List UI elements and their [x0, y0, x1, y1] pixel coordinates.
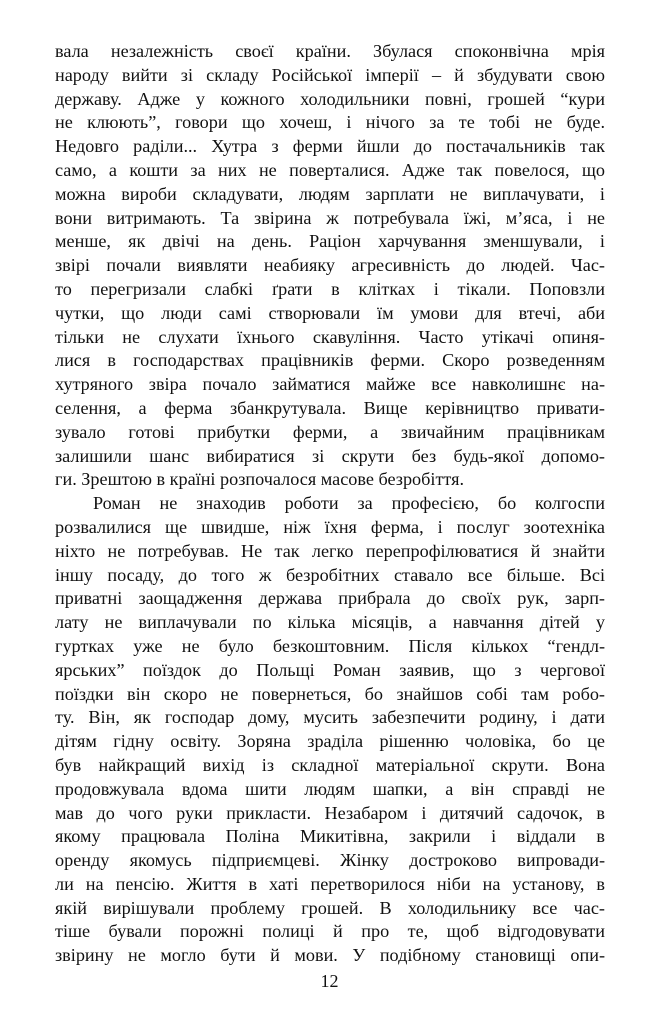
- text-line: звірі почали виявляти неабияку агресивність до людей. Час-: [55, 255, 605, 276]
- page-body: [55, 40, 605, 968]
- text-line: звірину не могло бути й мови. У подібному становищі опи-: [55, 945, 605, 966]
- text-line: не клюють”, говори що хочеш, і нічого за те тобі не буде.: [55, 112, 605, 133]
- text-line: менше, як двічі на день. Раціон харчування зменшували, і: [55, 231, 605, 252]
- text-line: державу. Адже у кожного холодильники повні, грошей “кури: [55, 88, 605, 109]
- text-line: чутки, що люди самі створювали їм умови для втечі, аби: [55, 302, 605, 323]
- text-line: продовжувала вдома шити людям шапки, а він справді не: [55, 778, 605, 799]
- text-line: лату не виплачували по кілька місяців, а навчання дітей у: [55, 612, 605, 633]
- text-line: можна вироби складувати, людям зарплати не виплачувати, і: [55, 183, 605, 204]
- text-line: гуртках уже не було безкоштовним. Після кількох “гендл-: [55, 635, 605, 656]
- text-line: селення, а ферма збанкрутувала. Вище керівництво привати-: [55, 397, 605, 418]
- text-line: ги. Зрештою в країні розпочалося масове безробіття.: [55, 469, 465, 490]
- text-line: залишили шанс вибиратися зі скрути без будь-якої допомо-: [55, 445, 605, 466]
- text-line: зувало готові прибутки ферми, а звичайним працівникам: [55, 421, 605, 442]
- text-line: поїздки він скоро не повернеться, бо знайшов собі там робо-: [55, 683, 605, 704]
- text-line: дітям гідну освіту. Зоряна зраділа рішенню чоловіка, бо це: [55, 731, 605, 752]
- text-line: якій вирішували проблему грошей. В холодильнику все час-: [55, 897, 605, 918]
- text-line: якому працювала Поліна Микитівна, закрили і віддали в: [55, 826, 605, 847]
- paragraph-1: [55, 40, 605, 492]
- text-line: народу вийти зі складу Російської імперії – й збудувати свою: [55, 64, 605, 85]
- paragraph-2: [55, 492, 605, 968]
- text-line: Роман не знаходив роботи за професією, бо колгоспи: [93, 493, 605, 514]
- text-line: ярських” поїздок до Польщі Роман заявив, що з чергової: [55, 659, 605, 680]
- text-line: мав до чого руки прикласти. Незабаром і дитячий садочок, в: [55, 802, 605, 823]
- text-line: тільки не слухати їхнього скавуління. Часто утікачі опиня-: [55, 326, 605, 347]
- text-line: хутряного звіра почало займатися майже все навколишнє на-: [55, 374, 605, 395]
- text-line: ту. Він, як господар дому, мусить забезпечити родину, і дати: [55, 707, 605, 728]
- text-line: був найкращий вихід із складної матеріальної скрути. Вона: [55, 754, 605, 775]
- text-line: тіше бували порожні полиці й про те, щоб відгодовувати: [55, 921, 605, 942]
- text-line: Недовго раділи... Хутра з ферми йшли до постачальників так: [55, 136, 605, 157]
- text-line: само, а кошти за них не поверталися. Адже так повелося, що: [55, 159, 605, 180]
- text-line: лися в господарствах працівників ферми. Скоро розведенням: [55, 350, 605, 371]
- text-line: приватні заощадження держава прибрала до своїх рук, зарп-: [55, 588, 605, 609]
- text-line: іншу посаду, до того ж безробітних ставало все більше. Всі: [55, 564, 605, 585]
- text-line: оренду якомусь підприємцеві. Жінку достроково випровади-: [55, 850, 605, 871]
- text-line: вони витримають. Та звірина ж потребувала їжі, м’яса, і не: [55, 207, 605, 228]
- text-line: ли на пенсію. Життя в хаті перетворилося ніби на установу, в: [55, 873, 605, 894]
- text-line: вала незалежність своєї країни. Збулася споконвічна мрія: [55, 41, 605, 61]
- text-line: розвалилися ще швидше, ніж їхня ферма, і послуг зоотехніка: [55, 516, 605, 537]
- text-line: ніхто не потребував. Не так легко перепрофілюватися й знайти: [55, 540, 605, 561]
- page-number: 12: [320, 971, 339, 991]
- text-line: то перегризали слабкі ґрати в клітках і тікали. Поповзли: [55, 278, 605, 299]
